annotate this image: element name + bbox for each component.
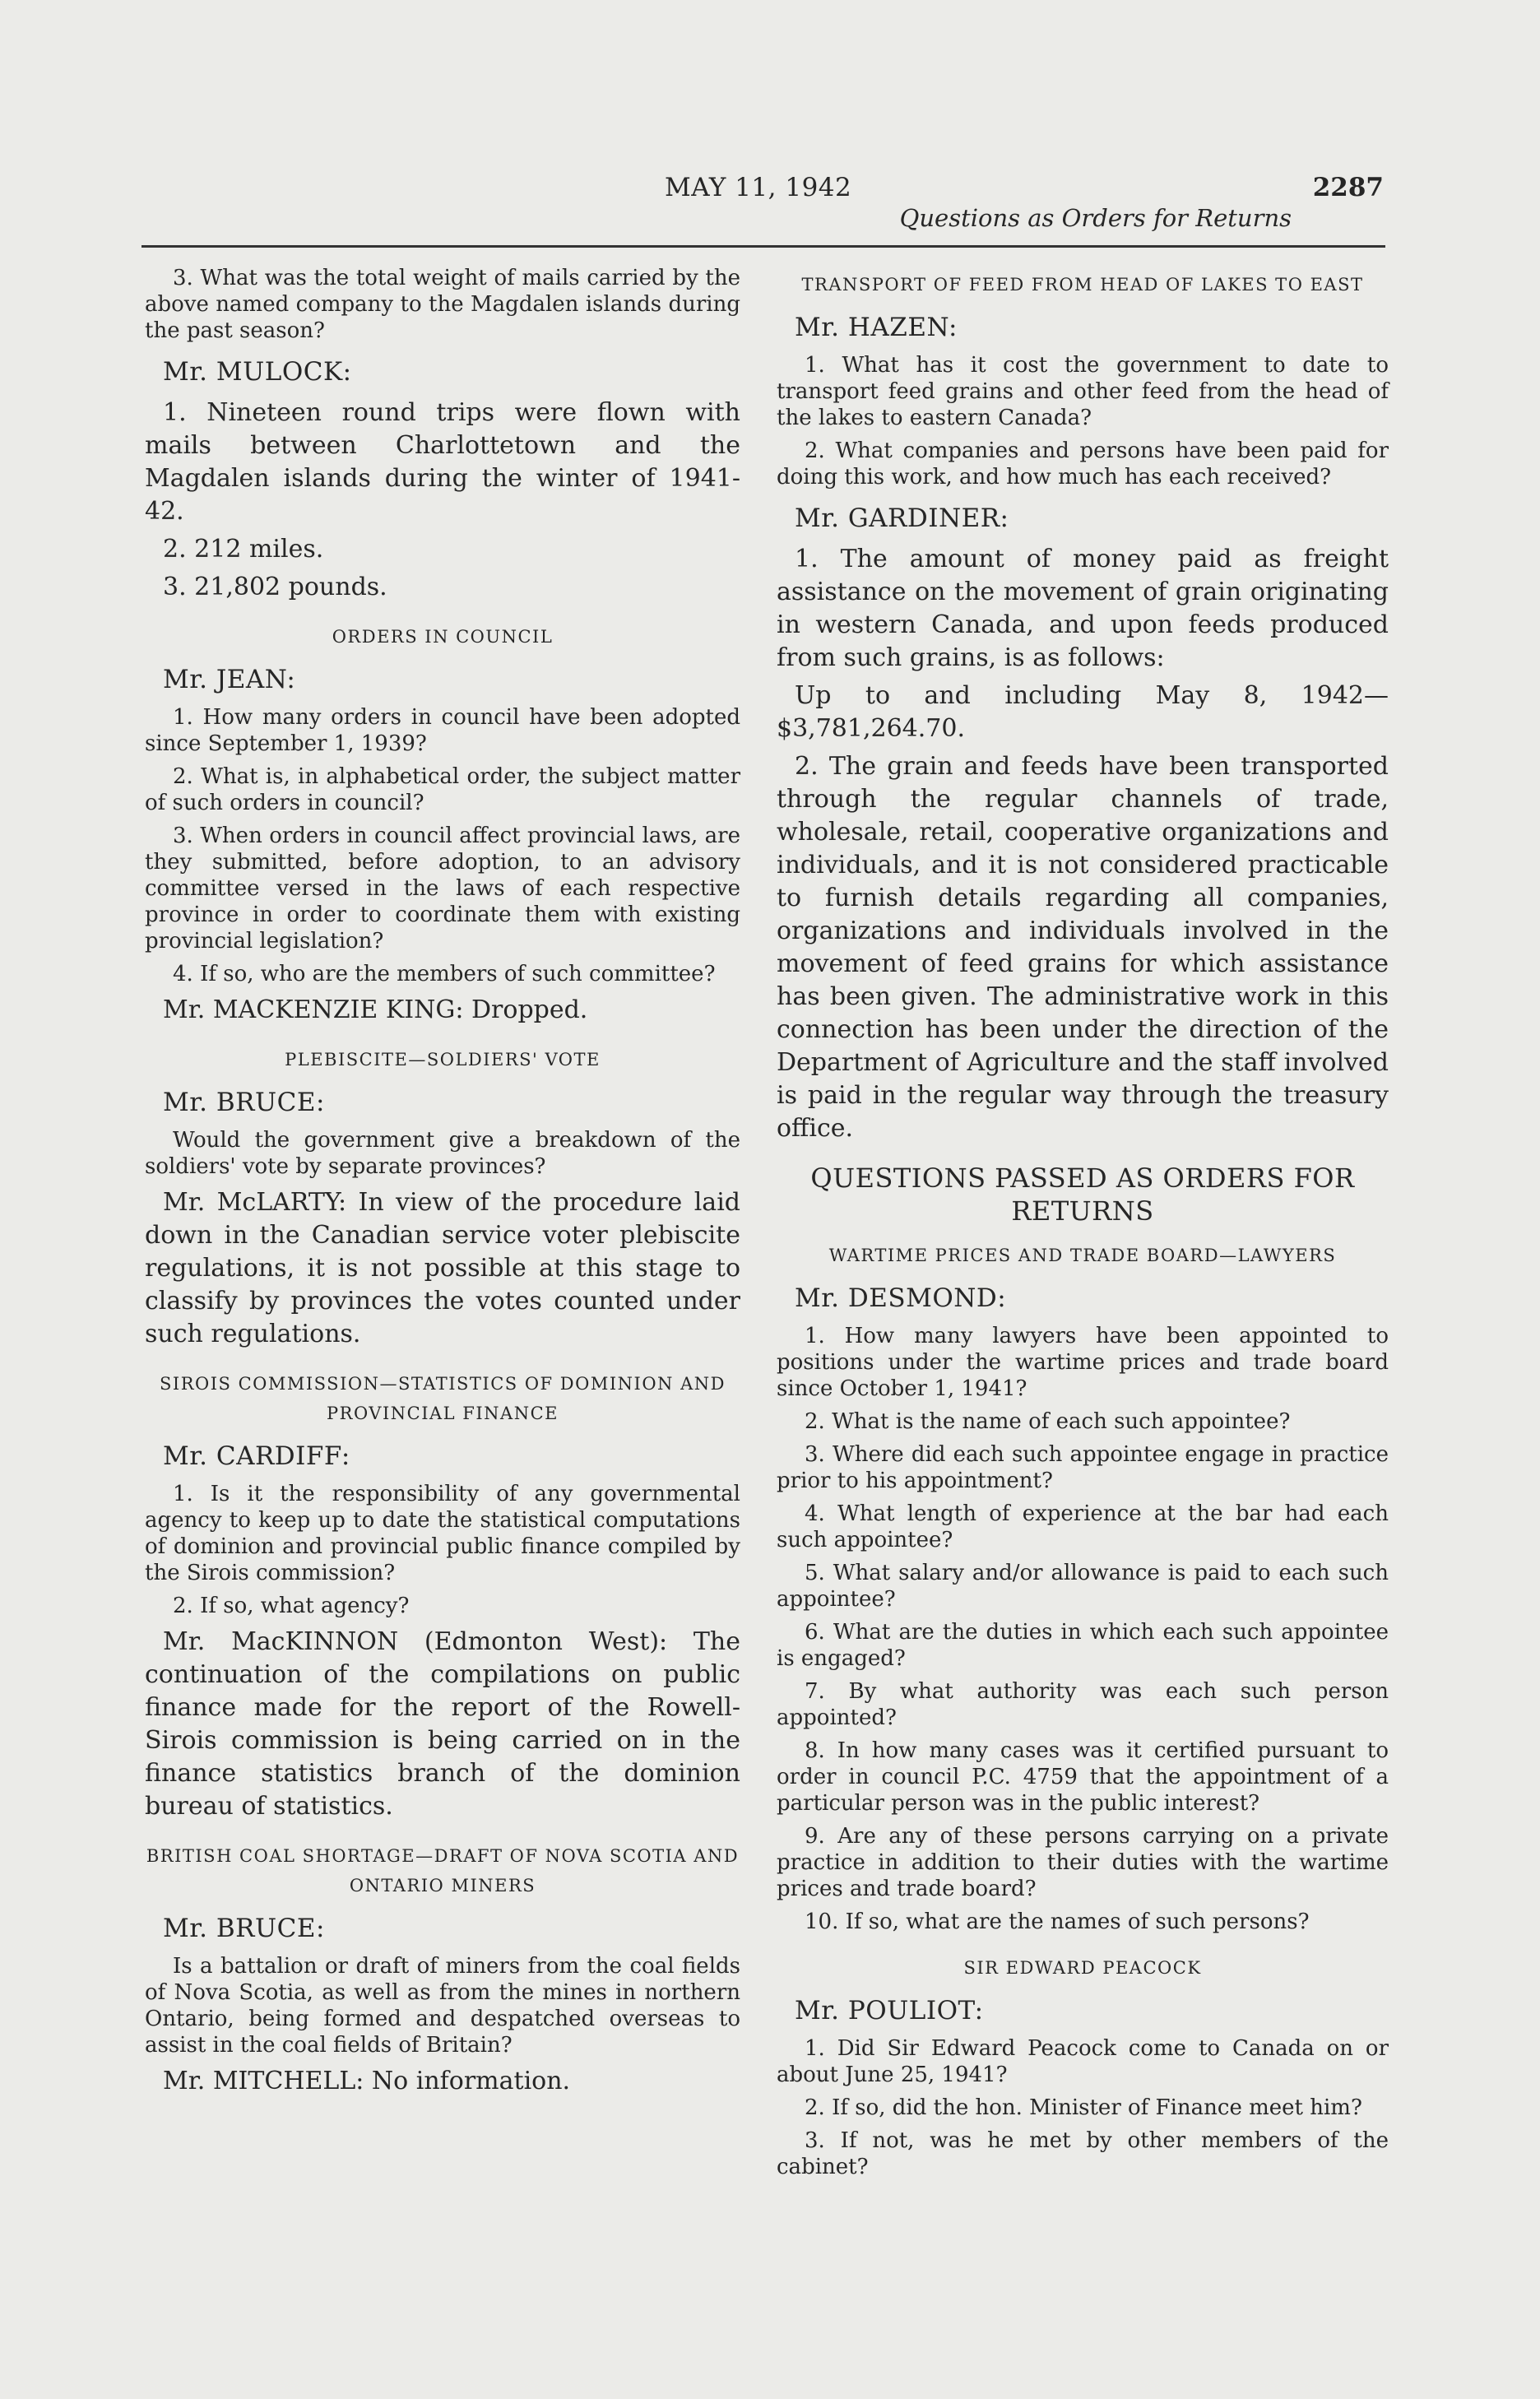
question-jean-4: 4. If so, who are the members of such committee? (173, 962, 716, 986)
question-pouliot-1: 1. Did Sir Edward Peacock come to Canada on or about June 25, 1941? (777, 2036, 1389, 2087)
question-cardiff-1: 1. Is it the responsibility of any governmental agency to keep up to date the statistical computations of dominion and provincial public finance compiled by the Sirois commission? (145, 1482, 740, 1585)
question-cardiff-2: 2. If so, what agency? (173, 1594, 410, 1618)
answer-gardiner-2: 2. The grain and feeds have been transported through the regular channels of trade, wholesale, retail, cooperative organizations and individuals, and it is not considered practicable to furnish details regarding all companies, organizations and individuals involved in the movement of feed grains for which assistance has been given. The administrative work in this connection has been under the direction of the Department of Agriculture and the staff involved is paid in the regular way through the treasury office. (777, 752, 1389, 1143)
answer-gardiner-amount: Up to and including May 8, 1942—$3,781,264.70. (777, 681, 1389, 743)
speaker-hazen: Mr. HAZEN: (795, 313, 958, 342)
right-column (777, 265, 1389, 2187)
question-jean-1: 1. How many orders in council have been adopted since September 1, 1939? (145, 705, 740, 756)
answer-king: Mr. MACKENZIE KING: Dropped. (163, 995, 588, 1024)
question-desmond-10: 10. If so, what are the names of such persons? (805, 1909, 1310, 1934)
answer-mclarty: Mr. McLARTY: In view of the procedure laid down in the Canadian service voter plebiscite regulations, it is not possible at this stage to classify by provinces the votes counted under such regulations. (145, 1188, 740, 1348)
question-desmond-9: 9. Are any of these persons carrying on a private practice in addition to their duties with the wartime prices and trade board? (777, 1824, 1389, 1901)
heading-peacock: SIR EDWARD PEACOCK (963, 1958, 1202, 1978)
answer-mitchell: Mr. MITCHELL: No information. (163, 2067, 571, 2095)
question-desmond-7: 7. By what authority was each such person appointed? (777, 1679, 1389, 1730)
section-title: Questions as Orders for Returns (899, 204, 1292, 232)
speaker-cardiff: Mr. CARDIFF: (163, 1441, 350, 1471)
speaker-pouliot: Mr. POULIOT: (795, 1996, 984, 2025)
heading-wartime-prices: WARTIME PRICES AND TRADE BOARD—LAWYERS (828, 1246, 1337, 1265)
heading-sirois: SIROIS COMMISSION—STATISTICS OF DOMINION AND PROVINCIAL FINANCE (160, 1374, 726, 1423)
question-desmond-1: 1. How many lawyers have been appointed to positions under the wartime prices and trade board since October 1, 1941? (777, 1324, 1389, 1401)
question-desmond-8: 8. In how many cases was it certified pursuant to order in council P.C. 4759 that the appointment of a particular person was in the public interest? (777, 1738, 1389, 1816)
answer-gardiner-1: 1. The amount of money paid as freight assistance on the movement of grain originating in western Canada, and upon feeds produced from such grains, is as follows: (777, 545, 1389, 672)
speaker-jean: Mr. JEAN: (163, 665, 296, 694)
answer-mulock-2: 2. 212 miles. (163, 535, 324, 564)
speaker-mulock: Mr. MULOCK: (163, 357, 352, 387)
heading-feed-transport: TRANSPORT OF FEED FROM HEAD OF LAKES TO EAST (801, 275, 1364, 295)
speaker-desmond: Mr. DESMOND: (795, 1283, 1007, 1313)
answer-mulock-1: 1. Nineteen round trips were flown with mails between Charlottetown and the Magdalen islands during the winter of 1941-42. (145, 398, 740, 526)
question-pouliot-3: 3. If not, was he met by other members of the cabinet? (777, 2128, 1389, 2179)
question-jean-2: 2. What is, in alphabetical order, the subject matter of such orders in council? (145, 764, 740, 815)
question-hazen-2: 2. What companies and persons have been paid for doing this work, and how much has each received? (777, 439, 1389, 490)
answer-mulock-3: 3. 21,802 pounds. (163, 573, 387, 601)
question-desmond-3: 3. Where did each such appointee engage in practice prior to his appointment? (777, 1442, 1389, 1493)
question-bruce-2: Is a battalion or draft of miners from the coal fields of Nova Scotia, as well as from the mines in northern Ontario, being formed and despatched overseas to assist in the coal fields of Britain? (145, 1954, 740, 2058)
question-jean-3: 3. When orders in council affect provincial laws, are they submitted, before adoption, to an advisory committee versed in the laws of each respective province in order to coordinate them with existing provincial legislation? (145, 824, 740, 954)
question-desmond-4: 4. What length of experience at the bar had each such appointee? (777, 1501, 1389, 1552)
question-mail-weight: 3. What was the total weight of mails carried by the above named company to the Magdalen islands during the past season? (145, 266, 740, 343)
speaker-gardiner: Mr. GARDINER: (795, 503, 1009, 533)
question-desmond-5: 5. What salary and/or allowance is paid to each such appointee? (777, 1561, 1389, 1612)
page-number: 2287 (1312, 173, 1384, 202)
answer-mackinnon: Mr. MacKINNON (Edmonton West): The continuation of the compilations on public finance made for the report of the Rowell-Sirois commission is being carried on in the finance statistics branch of the dominion bureau of statistics. (145, 1627, 740, 1821)
heading-coal-shortage: BRITISH COAL SHORTAGE—DRAFT OF NOVA SCOTIA AND ONTARIO MINERS (146, 1846, 740, 1896)
speaker-bruce-2: Mr. BRUCE: (163, 1914, 325, 1943)
page-date: MAY 11, 1942 (665, 173, 852, 202)
question-desmond-6: 6. What are the duties in which each such appointee is engaged? (777, 1620, 1389, 1671)
left-column (145, 265, 740, 2103)
question-hazen-1: 1. What has it cost the government to date to transport feed grains and other feed from the head of the lakes to eastern Canada? (777, 353, 1389, 430)
speaker-bruce-1: Mr. BRUCE: (163, 1088, 325, 1117)
question-desmond-2: 2. What is the name of each such appointee? (805, 1409, 1291, 1434)
question-pouliot-2: 2. If so, did the hon. Minister of Finance meet him? (805, 2095, 1362, 2120)
heading-orders-in-council: ORDERS IN COUNCIL (332, 627, 554, 647)
heading-plebiscite: PLEBISCITE—SOLDIERS' VOTE (285, 1050, 601, 1070)
question-bruce-1: Would the government give a breakdown of the soldiers' vote by separate provinces? (145, 1128, 740, 1179)
header-rule (141, 245, 1385, 248)
heading-questions-passed: QUESTIONS PASSED AS ORDERS FOR RETURNS (810, 1162, 1355, 1227)
